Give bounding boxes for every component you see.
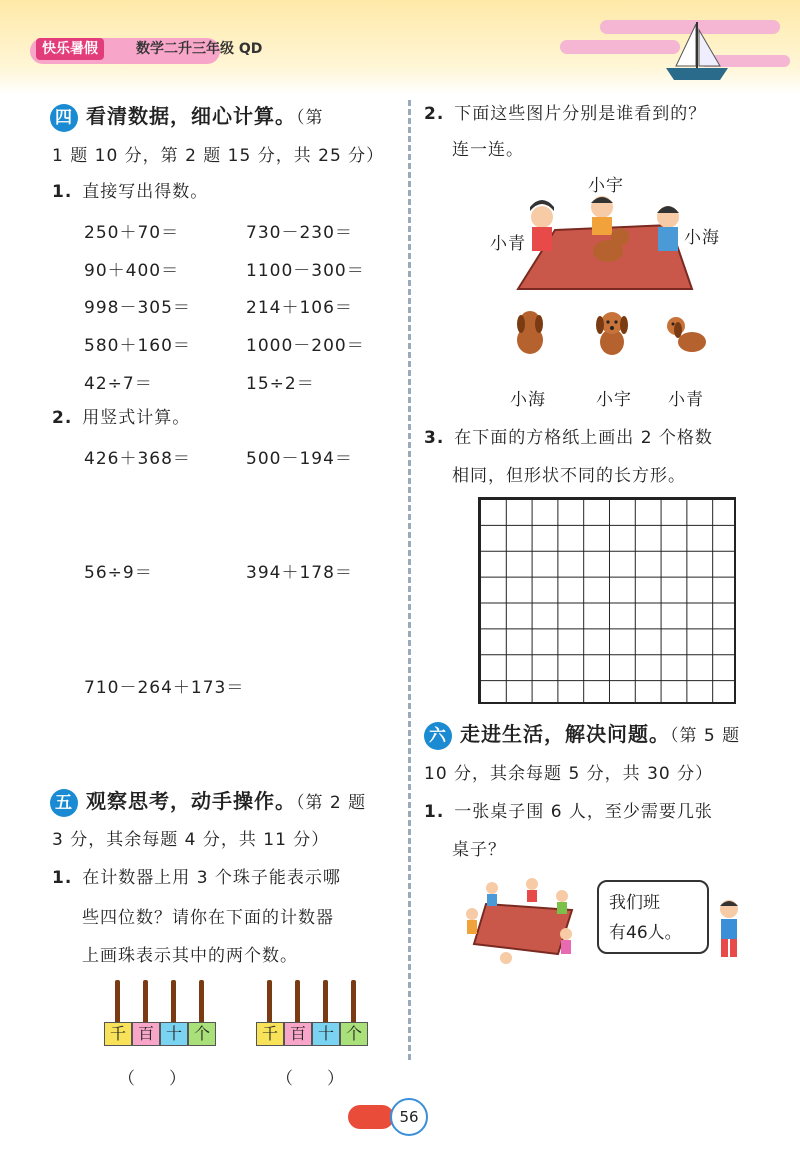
section-5-title: 观察思考，动手操作。 [86,789,296,813]
r-q2-line1 [424,100,706,128]
equation: 500－194＝ [246,449,353,469]
dog-front-icon [592,308,632,358]
equation: 1100－300＝ [246,261,365,281]
abacus-rod [323,980,328,1025]
section-4-heading [50,98,395,136]
section-5-note: （第 2 题 [296,793,367,813]
abacus-rod [143,980,148,1025]
section-6-icon: 六 [424,722,452,750]
equation: 214＋106＝ [246,298,353,318]
place-hundreds: 百 [284,1022,312,1046]
place-ones: 个 [188,1022,216,1046]
square-grid-paper[interactable] [478,497,736,704]
equation: 394＋178＝ [246,563,353,583]
classroom-table-illustration [462,874,586,974]
r-q3-text: 在下面的方格纸上画出 2 个格数 [454,428,713,448]
abacus-counter[interactable] [256,980,368,1043]
boy-icon [712,898,746,960]
s4-q2-number: 2. [52,408,73,428]
r-q3-number: 3. [424,428,445,448]
section-6-note: （第 5 题 [670,726,741,746]
place-thousands: 千 [104,1022,132,1046]
dog-profile-icon [664,310,712,358]
abacus-place-labels [256,1022,368,1046]
section-4-note: （第 [296,108,324,128]
abacus-rod [295,980,300,1025]
dog-side-icon [510,308,550,358]
s4-q1-text: 直接写出得数。 [82,182,209,202]
abacus-counter[interactable] [104,980,216,1043]
name-option: 小青 [668,390,704,410]
s4-q1 [52,178,208,206]
r-q2-number: 2. [424,104,445,124]
equation: 250＋70＝ [84,223,180,243]
abacus-rod [199,980,204,1025]
abacus-rod [171,980,176,1025]
s4-q1-number: 1. [52,182,73,202]
r-q3-line2: 相同，但形状不同的长方形。 [452,466,686,486]
place-hundreds: 百 [132,1022,160,1046]
s5-q1-line3: 上画珠表示其中的两个数。 [82,946,298,966]
answer-blank[interactable]: （ ） [276,1069,344,1089]
page-number: 56 [390,1098,428,1136]
section-4-title: 看清数据，细心计算。 [86,104,296,128]
section-6-title: 走进生活，解决问题。 [460,722,670,746]
book-subtitle: 数学二升三年级 QD [136,41,263,57]
s6-q1-line2: 桌子？ [452,840,506,860]
speech-bubble [597,880,709,954]
s5-q1-text: 在计数器上用 3 个珠子能表示哪 [82,868,341,888]
name-option: 小宇 [596,390,632,410]
r-q2-text: 下面这些图片分别是谁看到的？ [454,104,707,124]
s5-q1-line2: 些四位数？请你在下面的计数器 [82,908,334,928]
submarine-icon [348,1105,394,1129]
place-ones: 个 [340,1022,368,1046]
equation: 426＋368＝ [84,449,191,469]
place-thousands: 千 [256,1022,284,1046]
s6-q1-line1 [424,798,713,826]
name-option: 小海 [510,390,546,410]
place-tens: 十 [160,1022,188,1046]
abacus-place-labels [104,1022,216,1046]
table-scene-illustration [510,185,700,295]
equation: 998－305＝ [84,298,191,318]
equation: 710－264＋173＝ [84,678,245,698]
section-6-heading [424,716,774,754]
s6-q1-number: 1. [424,802,445,822]
speech-line1: 我们班 [609,893,660,913]
equation: 56÷9＝ [84,563,153,583]
section-5-icon: 五 [50,789,78,817]
section-6-note-line2: 10 分，其余每题 5 分，共 30 分） [424,764,714,784]
s6-q1-text: 一张桌子围 6 人，至少需要几张 [454,802,713,822]
equation: 15÷2＝ [246,374,315,394]
abacus-rod [351,980,356,1025]
s5-q1-number: 1. [52,868,73,888]
column-divider [408,100,411,1060]
equation: 1000－200＝ [246,336,365,356]
book-badge: 快乐暑假 [36,38,104,60]
equation: 42÷7＝ [84,374,153,394]
name-right: 小海 [684,228,720,248]
abacus-rod [115,980,120,1025]
section-4-icon: 四 [50,104,78,132]
equation: 730－230＝ [246,223,353,243]
s4-q2-text: 用竖式计算。 [82,408,191,428]
s5-q1-line1 [52,864,341,892]
speech-line2: 有46人。 [609,923,682,943]
s4-q2 [52,404,190,432]
section-4-note-line2: 1 题 10 分，第 2 题 15 分，共 25 分） [52,146,385,166]
abacus-rod [267,980,272,1025]
place-tens: 十 [312,1022,340,1046]
answer-blank[interactable]: （ ） [118,1069,186,1089]
name-left: 小青 [490,234,526,254]
equation: 580＋160＝ [84,336,191,356]
sailboat-icon [662,22,732,84]
equation: 90＋400＝ [84,261,180,281]
r-q3-line1 [424,424,713,452]
r-q2-line2: 连一连。 [452,140,524,160]
name-top: 小宇 [588,176,624,196]
section-5-heading [50,783,400,821]
section-5-note-line2: 3 分，其余每题 4 分，共 11 分） [52,830,330,850]
